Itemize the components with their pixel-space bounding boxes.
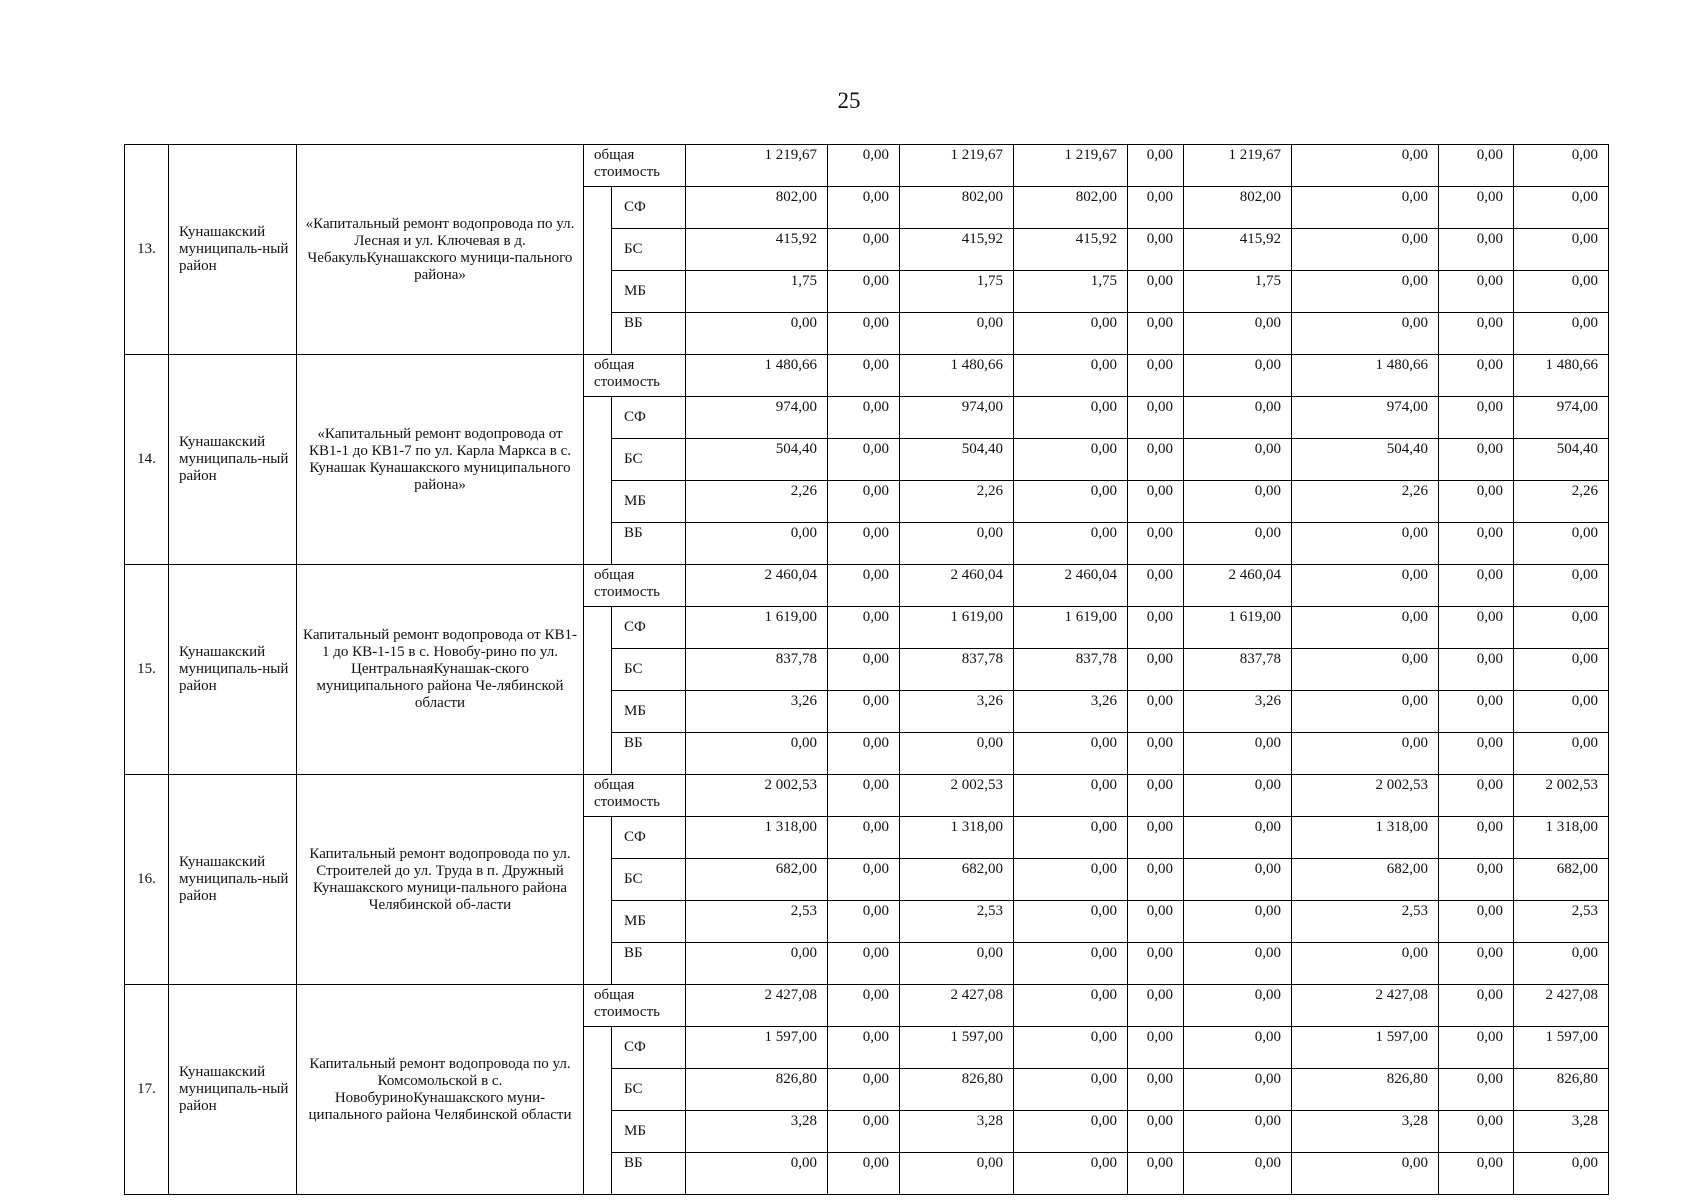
value-cell: 0,00: [1439, 607, 1514, 649]
value-cell: 1 597,00: [900, 1027, 1014, 1069]
value-cell: 0,00: [1184, 775, 1292, 817]
funding-source-label: ВБ: [612, 943, 686, 985]
value-cell: 0,00: [1439, 817, 1514, 859]
value-cell: 0,00: [828, 733, 900, 775]
value-cell: 0,00: [1184, 1153, 1292, 1195]
value-cell: 0,00: [1514, 313, 1609, 355]
value-cell: 0,00: [828, 313, 900, 355]
value-cell: 3,28: [686, 1111, 828, 1153]
funding-source-label: МБ: [612, 1111, 686, 1153]
value-cell: 0,00: [1014, 1069, 1128, 1111]
value-cell: 0,00: [1128, 649, 1184, 691]
row-number: 16.: [125, 775, 169, 985]
district-cell: Кунашакский муниципаль-ный район: [169, 355, 297, 565]
funding-source-label: СФ: [612, 397, 686, 439]
value-cell: 0,00: [1128, 943, 1184, 985]
value-cell: 682,00: [1514, 859, 1609, 901]
value-cell: 2 460,04: [686, 565, 828, 607]
value-cell: 0,00: [828, 649, 900, 691]
value-cell: 0,00: [1184, 817, 1292, 859]
value-cell: 974,00: [1292, 397, 1439, 439]
funding-source-label: БС: [612, 1069, 686, 1111]
value-cell: 415,92: [1184, 229, 1292, 271]
value-cell: 1 480,66: [686, 355, 828, 397]
value-cell: 0,00: [1439, 355, 1514, 397]
value-cell: 0,00: [1439, 1111, 1514, 1153]
value-cell: 1 597,00: [1514, 1027, 1609, 1069]
value-cell: 0,00: [1514, 607, 1609, 649]
value-cell: 0,00: [828, 1027, 900, 1069]
value-cell: 1,75: [1184, 271, 1292, 313]
value-cell: 0,00: [1014, 985, 1128, 1027]
value-cell: 0,00: [1014, 523, 1128, 565]
value-cell: 0,00: [1439, 691, 1514, 733]
value-cell: 0,00: [828, 817, 900, 859]
value-cell: 2,26: [1292, 481, 1439, 523]
value-cell: 0,00: [1439, 1153, 1514, 1195]
funding-source-label: МБ: [612, 271, 686, 313]
value-cell: 0,00: [1514, 733, 1609, 775]
funding-source-label: СФ: [612, 607, 686, 649]
value-cell: 0,00: [1292, 649, 1439, 691]
including-label-cell: [584, 397, 612, 565]
value-cell: 0,00: [1184, 313, 1292, 355]
funding-source-label: МБ: [612, 901, 686, 943]
value-cell: 0,00: [828, 691, 900, 733]
value-cell: 0,00: [1184, 523, 1292, 565]
value-cell: 837,78: [686, 649, 828, 691]
value-cell: 0,00: [1128, 817, 1184, 859]
value-cell: 0,00: [1514, 229, 1609, 271]
value-cell: 0,00: [1128, 355, 1184, 397]
value-cell: 0,00: [1439, 1069, 1514, 1111]
value-cell: 0,00: [1514, 1153, 1609, 1195]
value-cell: 974,00: [1514, 397, 1609, 439]
value-cell: 2 460,04: [1184, 565, 1292, 607]
value-cell: 826,80: [686, 1069, 828, 1111]
value-cell: 0,00: [828, 985, 900, 1027]
value-cell: 0,00: [1292, 271, 1439, 313]
value-cell: 0,00: [1439, 1027, 1514, 1069]
value-cell: 0,00: [1439, 229, 1514, 271]
value-cell: 0,00: [1014, 439, 1128, 481]
value-cell: 0,00: [1439, 523, 1514, 565]
value-cell: 0,00: [1292, 523, 1439, 565]
value-cell: 0,00: [1128, 271, 1184, 313]
value-cell: 0,00: [1439, 733, 1514, 775]
value-cell: 1 619,00: [900, 607, 1014, 649]
table-row: [125, 145, 1609, 187]
value-cell: 1 318,00: [686, 817, 828, 859]
value-cell: 0,00: [1292, 145, 1439, 187]
value-cell: 0,00: [1128, 607, 1184, 649]
row-number: 15.: [125, 565, 169, 775]
value-cell: 0,00: [1014, 817, 1128, 859]
value-cell: 1,75: [1014, 271, 1128, 313]
value-cell: 0,00: [1514, 649, 1609, 691]
project-description: «Капитальный ремонт водопровода по ул. Лесная и ул. Ключевая в д. ЧебакульКунашакского муници-пального района»: [297, 145, 584, 355]
funding-source-label: ВБ: [612, 1153, 686, 1195]
value-cell: 0,00: [828, 355, 900, 397]
value-cell: 0,00: [1128, 901, 1184, 943]
district-cell: Кунашакский муниципаль-ный район: [169, 565, 297, 775]
value-cell: 0,00: [1128, 397, 1184, 439]
value-cell: 1,75: [900, 271, 1014, 313]
value-cell: 837,78: [1014, 649, 1128, 691]
value-cell: 0,00: [1128, 565, 1184, 607]
value-cell: 0,00: [1014, 943, 1128, 985]
value-cell: 0,00: [1292, 565, 1439, 607]
value-cell: 1 597,00: [686, 1027, 828, 1069]
value-cell: 0,00: [1292, 691, 1439, 733]
funding-source-label: БС: [612, 859, 686, 901]
value-cell: 1 219,67: [900, 145, 1014, 187]
value-cell: 1 480,66: [900, 355, 1014, 397]
value-cell: 0,00: [1439, 985, 1514, 1027]
value-cell: 2 427,08: [900, 985, 1014, 1027]
value-cell: 3,26: [900, 691, 1014, 733]
value-cell: 0,00: [1014, 355, 1128, 397]
total-cost-label: общая стоимость: [584, 775, 686, 817]
value-cell: 0,00: [828, 229, 900, 271]
value-cell: 0,00: [1014, 1111, 1128, 1153]
value-cell: 0,00: [1184, 439, 1292, 481]
funding-source-label: ВБ: [612, 733, 686, 775]
value-cell: 2 427,08: [1292, 985, 1439, 1027]
value-cell: 0,00: [1439, 775, 1514, 817]
value-cell: 0,00: [1292, 607, 1439, 649]
value-cell: 0,00: [900, 733, 1014, 775]
value-cell: 682,00: [900, 859, 1014, 901]
value-cell: 0,00: [1514, 691, 1609, 733]
value-cell: 0,00: [828, 1069, 900, 1111]
value-cell: 0,00: [1184, 733, 1292, 775]
value-cell: 415,92: [900, 229, 1014, 271]
value-cell: 0,00: [900, 943, 1014, 985]
value-cell: 0,00: [828, 481, 900, 523]
value-cell: 0,00: [1128, 187, 1184, 229]
value-cell: 504,40: [1292, 439, 1439, 481]
value-cell: 0,00: [1128, 775, 1184, 817]
funding-source-label: МБ: [612, 481, 686, 523]
value-cell: 0,00: [1292, 229, 1439, 271]
value-cell: 0,00: [1439, 943, 1514, 985]
value-cell: 0,00: [1128, 1027, 1184, 1069]
value-cell: 0,00: [1128, 229, 1184, 271]
value-cell: 1 597,00: [1292, 1027, 1439, 1069]
funding-source-label: ВБ: [612, 313, 686, 355]
table-row: [125, 985, 1609, 1027]
value-cell: 0,00: [1128, 859, 1184, 901]
value-cell: 1 219,67: [1184, 145, 1292, 187]
value-cell: 0,00: [686, 733, 828, 775]
project-description: Капитальный ремонт водопровода от КВ1-1 до КВ-1-15 в с. Новобу-рино по ул. ЦентральнаяКунашак-ского муниципального района Че-лябинской области: [297, 565, 584, 775]
district-cell: Кунашакский муниципаль-ный район: [169, 985, 297, 1195]
value-cell: 682,00: [1292, 859, 1439, 901]
row-number: 14.: [125, 355, 169, 565]
district-cell: Кунашакский муниципаль-ный район: [169, 775, 297, 985]
value-cell: 0,00: [828, 607, 900, 649]
row-number: 13.: [125, 145, 169, 355]
value-cell: 1 318,00: [1292, 817, 1439, 859]
value-cell: 0,00: [828, 859, 900, 901]
value-cell: 802,00: [1184, 187, 1292, 229]
value-cell: 415,92: [1014, 229, 1128, 271]
value-cell: 802,00: [900, 187, 1014, 229]
value-cell: 0,00: [828, 439, 900, 481]
value-cell: 0,00: [1184, 481, 1292, 523]
value-cell: 0,00: [828, 1153, 900, 1195]
value-cell: 0,00: [1439, 859, 1514, 901]
value-cell: 0,00: [1184, 355, 1292, 397]
value-cell: 1 619,00: [686, 607, 828, 649]
value-cell: 802,00: [686, 187, 828, 229]
including-label-cell: [584, 187, 612, 355]
value-cell: 802,00: [1014, 187, 1128, 229]
value-cell: 1 219,67: [1014, 145, 1128, 187]
value-cell: 0,00: [828, 943, 900, 985]
value-cell: 0,00: [1128, 145, 1184, 187]
funding-source-label: СФ: [612, 1027, 686, 1069]
value-cell: 0,00: [1184, 1027, 1292, 1069]
value-cell: 2 460,04: [900, 565, 1014, 607]
value-cell: 0,00: [1184, 859, 1292, 901]
value-cell: 0,00: [1439, 145, 1514, 187]
funding-source-label: ВБ: [612, 523, 686, 565]
value-cell: 3,28: [1514, 1111, 1609, 1153]
value-cell: 2,53: [1292, 901, 1439, 943]
value-cell: 0,00: [1014, 1153, 1128, 1195]
value-cell: 0,00: [1184, 1069, 1292, 1111]
value-cell: 0,00: [1128, 481, 1184, 523]
value-cell: 1 318,00: [1514, 817, 1609, 859]
value-cell: 0,00: [1014, 859, 1128, 901]
value-cell: 0,00: [1514, 145, 1609, 187]
value-cell: 0,00: [1128, 1153, 1184, 1195]
value-cell: 1 619,00: [1184, 607, 1292, 649]
value-cell: 3,26: [1014, 691, 1128, 733]
value-cell: 974,00: [686, 397, 828, 439]
value-cell: 1 480,66: [1292, 355, 1439, 397]
total-cost-label: общая стоимость: [584, 145, 686, 187]
value-cell: 0,00: [686, 523, 828, 565]
value-cell: 0,00: [1184, 901, 1292, 943]
value-cell: 0,00: [828, 397, 900, 439]
value-cell: 0,00: [1292, 943, 1439, 985]
value-cell: 3,26: [686, 691, 828, 733]
table-row: [125, 775, 1609, 817]
value-cell: 2 427,08: [1514, 985, 1609, 1027]
value-cell: 0,00: [828, 565, 900, 607]
funding-source-label: БС: [612, 439, 686, 481]
value-cell: 0,00: [828, 187, 900, 229]
project-description: Капитальный ремонт водопровода по ул. Строителей до ул. Труда в п. Дружный Кунашакского муници-пального района Челябинской об-ласти: [297, 775, 584, 985]
table-row: [125, 565, 1609, 607]
funding-table: [124, 144, 1609, 1195]
value-cell: 0,00: [686, 1153, 828, 1195]
value-cell: 0,00: [1128, 985, 1184, 1027]
including-label-cell: [584, 1027, 612, 1195]
value-cell: 974,00: [900, 397, 1014, 439]
value-cell: 0,00: [1184, 397, 1292, 439]
value-cell: 682,00: [686, 859, 828, 901]
value-cell: 0,00: [1292, 1153, 1439, 1195]
funding-source-label: БС: [612, 649, 686, 691]
value-cell: 0,00: [1184, 1111, 1292, 1153]
including-label-cell: [584, 817, 612, 985]
value-cell: 0,00: [828, 523, 900, 565]
value-cell: 0,00: [1128, 691, 1184, 733]
value-cell: 1 219,67: [686, 145, 828, 187]
value-cell: 0,00: [900, 1153, 1014, 1195]
value-cell: 0,00: [1514, 523, 1609, 565]
value-cell: 415,92: [686, 229, 828, 271]
value-cell: 826,80: [1514, 1069, 1609, 1111]
value-cell: 0,00: [1514, 565, 1609, 607]
value-cell: 0,00: [1014, 733, 1128, 775]
value-cell: 504,40: [900, 439, 1014, 481]
value-cell: 1 480,66: [1514, 355, 1609, 397]
value-cell: 0,00: [1514, 271, 1609, 313]
value-cell: 0,00: [1439, 565, 1514, 607]
value-cell: 0,00: [1439, 187, 1514, 229]
page-number: 25: [837, 88, 861, 113]
funding-source-label: МБ: [612, 691, 686, 733]
value-cell: 0,00: [828, 775, 900, 817]
value-cell: 837,78: [1184, 649, 1292, 691]
row-number: 17.: [125, 985, 169, 1195]
value-cell: 2 002,53: [1292, 775, 1439, 817]
value-cell: 0,00: [1439, 901, 1514, 943]
value-cell: 0,00: [1128, 523, 1184, 565]
project-description: Капитальный ремонт водопровода по ул. Комсомольской в с. НовобуриноКунашакского муни-ципального района Челябинской области: [297, 985, 584, 1195]
value-cell: 0,00: [1514, 187, 1609, 229]
project-description: «Капитальный ремонт водопровода от КВ1-1 до КВ1-7 по ул. Карла Маркса в с. Кунашак Кунашакского муниципального района»: [297, 355, 584, 565]
value-cell: 2,26: [900, 481, 1014, 523]
value-cell: 2,53: [1514, 901, 1609, 943]
value-cell: 2 002,53: [900, 775, 1014, 817]
value-cell: 2 460,04: [1014, 565, 1128, 607]
value-cell: 0,00: [1184, 985, 1292, 1027]
value-cell: 0,00: [900, 313, 1014, 355]
value-cell: 0,00: [1014, 901, 1128, 943]
value-cell: 826,80: [1292, 1069, 1439, 1111]
value-cell: 0,00: [828, 1111, 900, 1153]
value-cell: 0,00: [1014, 481, 1128, 523]
total-cost-label: общая стоимость: [584, 355, 686, 397]
total-cost-label: общая стоимость: [584, 565, 686, 607]
value-cell: 0,00: [1014, 1027, 1128, 1069]
value-cell: 504,40: [1514, 439, 1609, 481]
value-cell: 0,00: [1128, 313, 1184, 355]
value-cell: 2,53: [900, 901, 1014, 943]
value-cell: 0,00: [1128, 1069, 1184, 1111]
funding-source-label: СФ: [612, 187, 686, 229]
value-cell: 0,00: [1439, 397, 1514, 439]
funding-source-label: СФ: [612, 817, 686, 859]
value-cell: 0,00: [828, 271, 900, 313]
funding-source-label: БС: [612, 229, 686, 271]
value-cell: 0,00: [1128, 1111, 1184, 1153]
value-cell: 0,00: [1128, 439, 1184, 481]
value-cell: 3,26: [1184, 691, 1292, 733]
value-cell: 826,80: [900, 1069, 1014, 1111]
value-cell: 0,00: [1128, 733, 1184, 775]
value-cell: 3,28: [900, 1111, 1014, 1153]
value-cell: 0,00: [1439, 439, 1514, 481]
value-cell: 0,00: [900, 523, 1014, 565]
value-cell: 2,26: [1514, 481, 1609, 523]
value-cell: 0,00: [1439, 649, 1514, 691]
value-cell: 0,00: [1292, 733, 1439, 775]
value-cell: 0,00: [828, 901, 900, 943]
value-cell: 2 427,08: [686, 985, 828, 1027]
value-cell: 0,00: [1292, 187, 1439, 229]
value-cell: 0,00: [686, 943, 828, 985]
value-cell: 0,00: [1014, 397, 1128, 439]
table-row: [125, 355, 1609, 397]
value-cell: 0,00: [686, 313, 828, 355]
value-cell: 0,00: [1439, 313, 1514, 355]
value-cell: 1 619,00: [1014, 607, 1128, 649]
value-cell: 1 318,00: [900, 817, 1014, 859]
value-cell: 0,00: [1292, 313, 1439, 355]
value-cell: 837,78: [900, 649, 1014, 691]
value-cell: 3,28: [1292, 1111, 1439, 1153]
value-cell: 0,00: [1439, 271, 1514, 313]
value-cell: 2 002,53: [686, 775, 828, 817]
value-cell: 0,00: [1514, 943, 1609, 985]
value-cell: 0,00: [1439, 481, 1514, 523]
value-cell: 0,00: [1014, 775, 1128, 817]
including-label-cell: [584, 607, 612, 775]
value-cell: 0,00: [1014, 313, 1128, 355]
value-cell: 2,53: [686, 901, 828, 943]
total-cost-label: общая стоимость: [584, 985, 686, 1027]
value-cell: 0,00: [828, 145, 900, 187]
value-cell: 2 002,53: [1514, 775, 1609, 817]
district-cell: Кунашакский муниципаль-ный район: [169, 145, 297, 355]
value-cell: 504,40: [686, 439, 828, 481]
value-cell: 2,26: [686, 481, 828, 523]
value-cell: 1,75: [686, 271, 828, 313]
value-cell: 0,00: [1184, 943, 1292, 985]
